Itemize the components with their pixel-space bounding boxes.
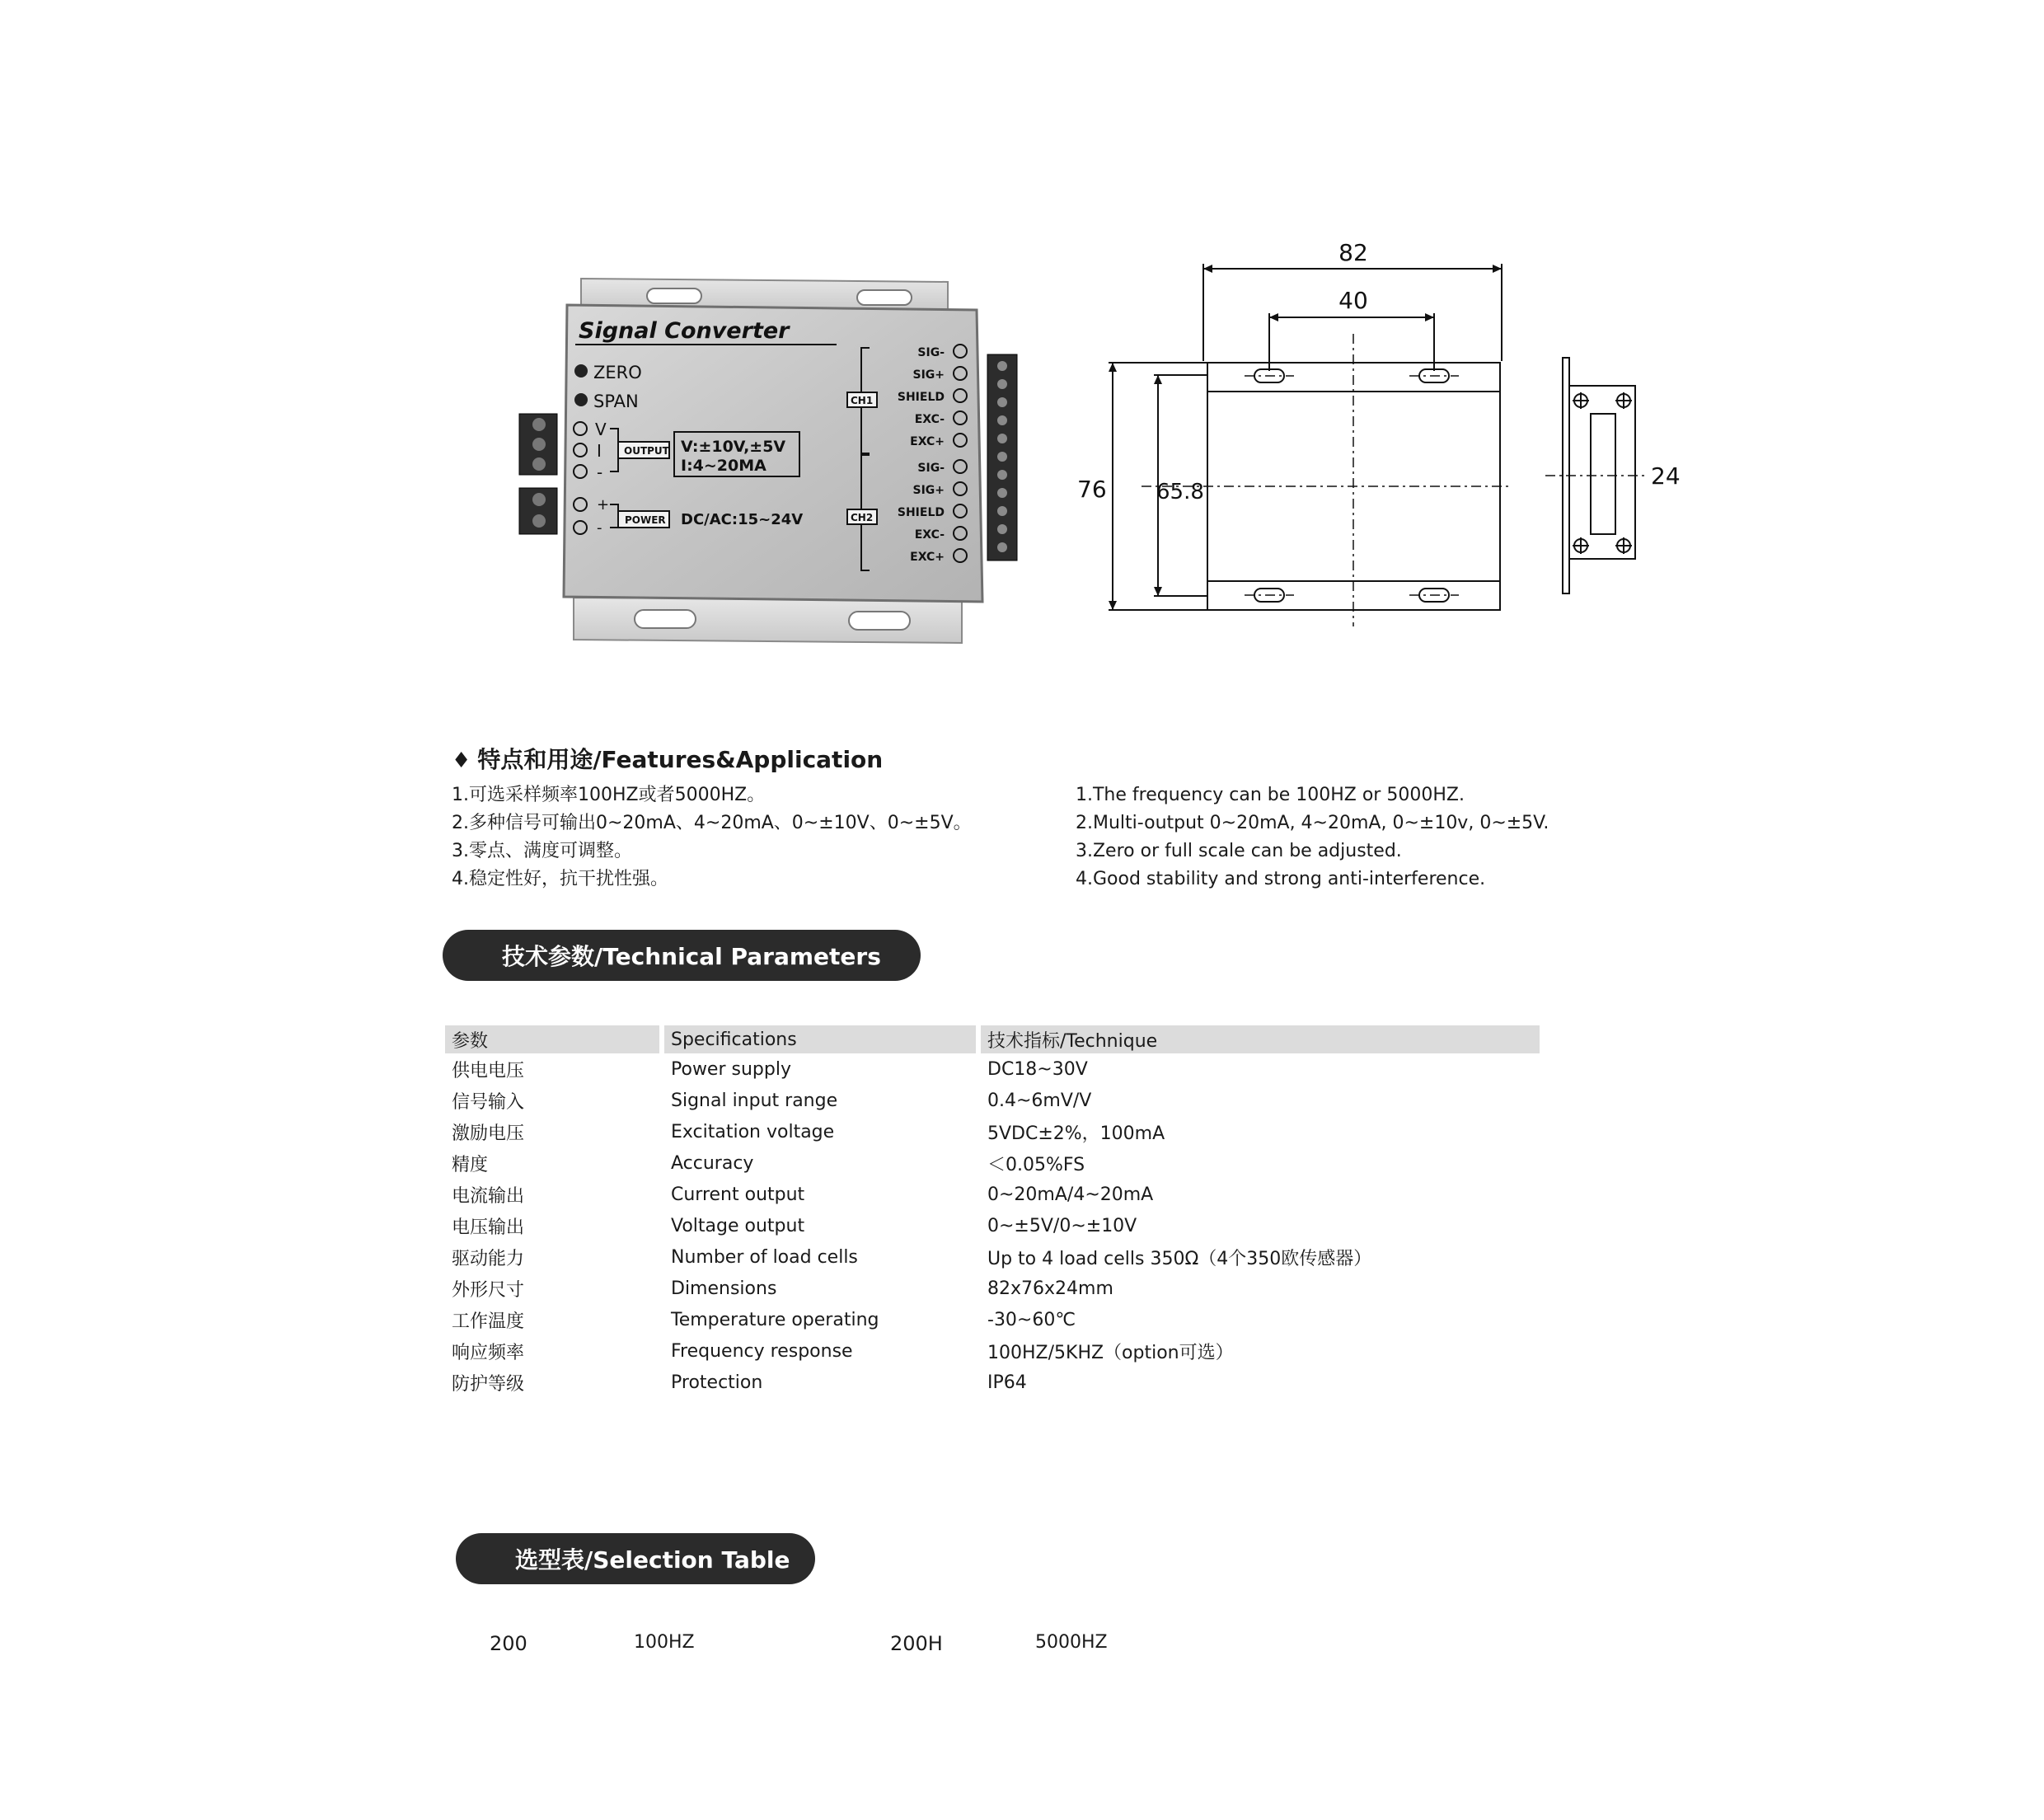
param-cn: 精度 xyxy=(452,1154,489,1175)
ch2-sig-minus-label: SIG- xyxy=(917,462,945,475)
param-en: Current output xyxy=(671,1184,805,1205)
feature-en-item: 1.The frequency can be 100HZ or 5000HZ. xyxy=(1076,785,1465,805)
param-cn: 供电电压 xyxy=(452,1060,525,1081)
technical-parameters-banner: 技术参数/Technical Parameters xyxy=(443,930,921,981)
front-dimension-drawing xyxy=(1059,231,1541,626)
param-cn: 电流输出 xyxy=(452,1185,525,1207)
param-en: Voltage output xyxy=(671,1215,805,1236)
selection-frequency: 5000HZ xyxy=(1035,1632,1108,1653)
ch2-exc-minus-label: EXC- xyxy=(914,528,945,542)
ch2-label: CH2 xyxy=(851,512,874,523)
param-cn: 信号输入 xyxy=(452,1091,525,1113)
param-en: Frequency response xyxy=(671,1340,853,1362)
ch2-sig-plus-label: SIG+ xyxy=(912,484,945,497)
param-en: Excitation voltage xyxy=(671,1121,835,1142)
table-row xyxy=(445,1116,1540,1147)
param-en: Power supply xyxy=(671,1058,791,1080)
diamond-bullet-icon: ♦ xyxy=(452,748,471,773)
table-row xyxy=(445,1053,1540,1085)
side-dimension-drawing xyxy=(1525,346,1690,610)
param-cn: 响应频率 xyxy=(452,1342,525,1363)
table-row xyxy=(445,1210,1540,1241)
param-value: Up to 4 load cells 350Ω（4个350欧传感器） xyxy=(987,1248,1372,1269)
ch1-exc-plus-label: EXC+ xyxy=(910,435,945,448)
power-minus-label: - xyxy=(597,519,602,537)
param-value: IP64 xyxy=(987,1372,1027,1393)
param-value: DC18~30V xyxy=(987,1058,1088,1080)
features-list-english xyxy=(1076,781,1549,894)
zero-trimmer-icon xyxy=(574,364,588,378)
selection-model-code: 200 xyxy=(490,1632,527,1655)
ch2-exc-plus-label: EXC+ xyxy=(910,551,945,564)
span-label: SPAN xyxy=(593,392,639,411)
table-row xyxy=(445,1273,1540,1304)
v-pin-label: V xyxy=(595,420,607,439)
param-en: Signal input range xyxy=(671,1090,838,1111)
param-value: 100HZ/5KHZ（option可选） xyxy=(987,1342,1234,1363)
param-cn: 外形尺寸 xyxy=(452,1279,525,1301)
header-technique: 技术指标/Technique xyxy=(981,1025,1540,1053)
param-value: 82x76x24mm xyxy=(987,1278,1113,1299)
ch1-sig-minus-label: SIG- xyxy=(917,346,945,359)
dim-height-inner: 65.8 xyxy=(1156,480,1204,504)
selection-model-code: 200H xyxy=(890,1632,943,1655)
table-row xyxy=(445,1179,1540,1210)
param-en: Temperature operating xyxy=(671,1309,879,1330)
dim-height-outer: 76 xyxy=(1077,476,1107,503)
param-en: Accuracy xyxy=(671,1152,754,1174)
param-en: Protection xyxy=(671,1372,763,1393)
param-value: 0.4~6mV/V xyxy=(987,1090,1092,1111)
dim-width-outer: 82 xyxy=(1338,239,1368,266)
header-specifications: Specifications xyxy=(664,1025,981,1053)
param-cn: 防护等级 xyxy=(452,1373,525,1395)
zero-label: ZERO xyxy=(593,363,642,382)
dim-depth: 24 xyxy=(1651,462,1681,490)
param-value: ＜0.05%FS xyxy=(987,1154,1085,1175)
dim-width-inner: 40 xyxy=(1338,287,1368,314)
feature-cn-item: 4.稳定性好，抗干扰性强。 xyxy=(452,869,668,889)
ch1-exc-minus-label: EXC- xyxy=(914,413,945,426)
param-en: Dimensions xyxy=(671,1278,777,1299)
table-row xyxy=(445,1304,1540,1335)
table-row xyxy=(445,1085,1540,1116)
feature-cn-item: 2.多种信号可输出0~20mA、4~20mA、0~±10V、0~±5V。 xyxy=(452,813,972,833)
i-pin-label: I xyxy=(597,441,602,461)
table-row xyxy=(445,1147,1540,1179)
output-tag: OUTPUT xyxy=(624,445,669,457)
power-plus-label: + xyxy=(597,496,610,514)
minus-pin-label: - xyxy=(597,462,603,482)
param-cn: 工作温度 xyxy=(452,1311,525,1332)
selection-frequency: 100HZ xyxy=(634,1632,695,1653)
power-spec: DC/AC:15~24V xyxy=(681,511,804,528)
param-value: 0~20mA/4~20mA xyxy=(987,1184,1154,1205)
output-current-spec: I:4~20MA xyxy=(681,457,766,475)
features-list-chinese xyxy=(452,781,972,894)
span-trimmer-icon xyxy=(574,393,588,406)
param-value: -30~60℃ xyxy=(987,1309,1076,1330)
header-parameter: 参数 xyxy=(445,1025,664,1053)
technical-parameters-table xyxy=(445,1025,1540,1398)
table-header-row xyxy=(445,1025,1540,1053)
table-row xyxy=(445,1335,1540,1367)
param-value: 5VDC±2%，100mA xyxy=(987,1123,1165,1144)
ch1-shield-label: SHIELD xyxy=(897,391,945,404)
ch1-sig-plus-label: SIG+ xyxy=(912,368,945,382)
param-en: Number of load cells xyxy=(671,1246,858,1268)
param-value: 0~±5V/0~±10V xyxy=(987,1215,1137,1236)
output-voltage-spec: V:±10V,±5V xyxy=(681,438,786,456)
table-row xyxy=(445,1241,1540,1273)
device-title: Signal Converter xyxy=(579,318,790,344)
feature-cn-item: 3.零点、满度可调整。 xyxy=(452,841,632,861)
feature-en-item: 3.Zero or full scale can be adjusted. xyxy=(1076,841,1402,861)
ch1-label: CH1 xyxy=(851,395,874,406)
features-heading xyxy=(452,742,883,775)
feature-cn-item: 1.可选采样频率100HZ或者5000HZ。 xyxy=(452,785,766,805)
param-cn: 激励电压 xyxy=(452,1123,525,1144)
ch2-shield-label: SHIELD xyxy=(897,506,945,519)
feature-en-item: 4.Good stability and strong anti-interference. xyxy=(1076,869,1486,889)
signal-converter-photo xyxy=(511,272,1043,651)
table-row xyxy=(445,1367,1540,1398)
selection-table-banner: 选型表/Selection Table xyxy=(456,1533,815,1584)
power-tag: POWER xyxy=(625,514,666,526)
param-cn: 驱动能力 xyxy=(452,1248,525,1269)
feature-en-item: 2.Multi-output 0~20mA, 4~20mA, 0~±10v, 0~±5V. xyxy=(1076,813,1549,833)
features-title-text: 特点和用途/Features&Application xyxy=(477,746,884,773)
param-cn: 电压输出 xyxy=(452,1217,525,1238)
